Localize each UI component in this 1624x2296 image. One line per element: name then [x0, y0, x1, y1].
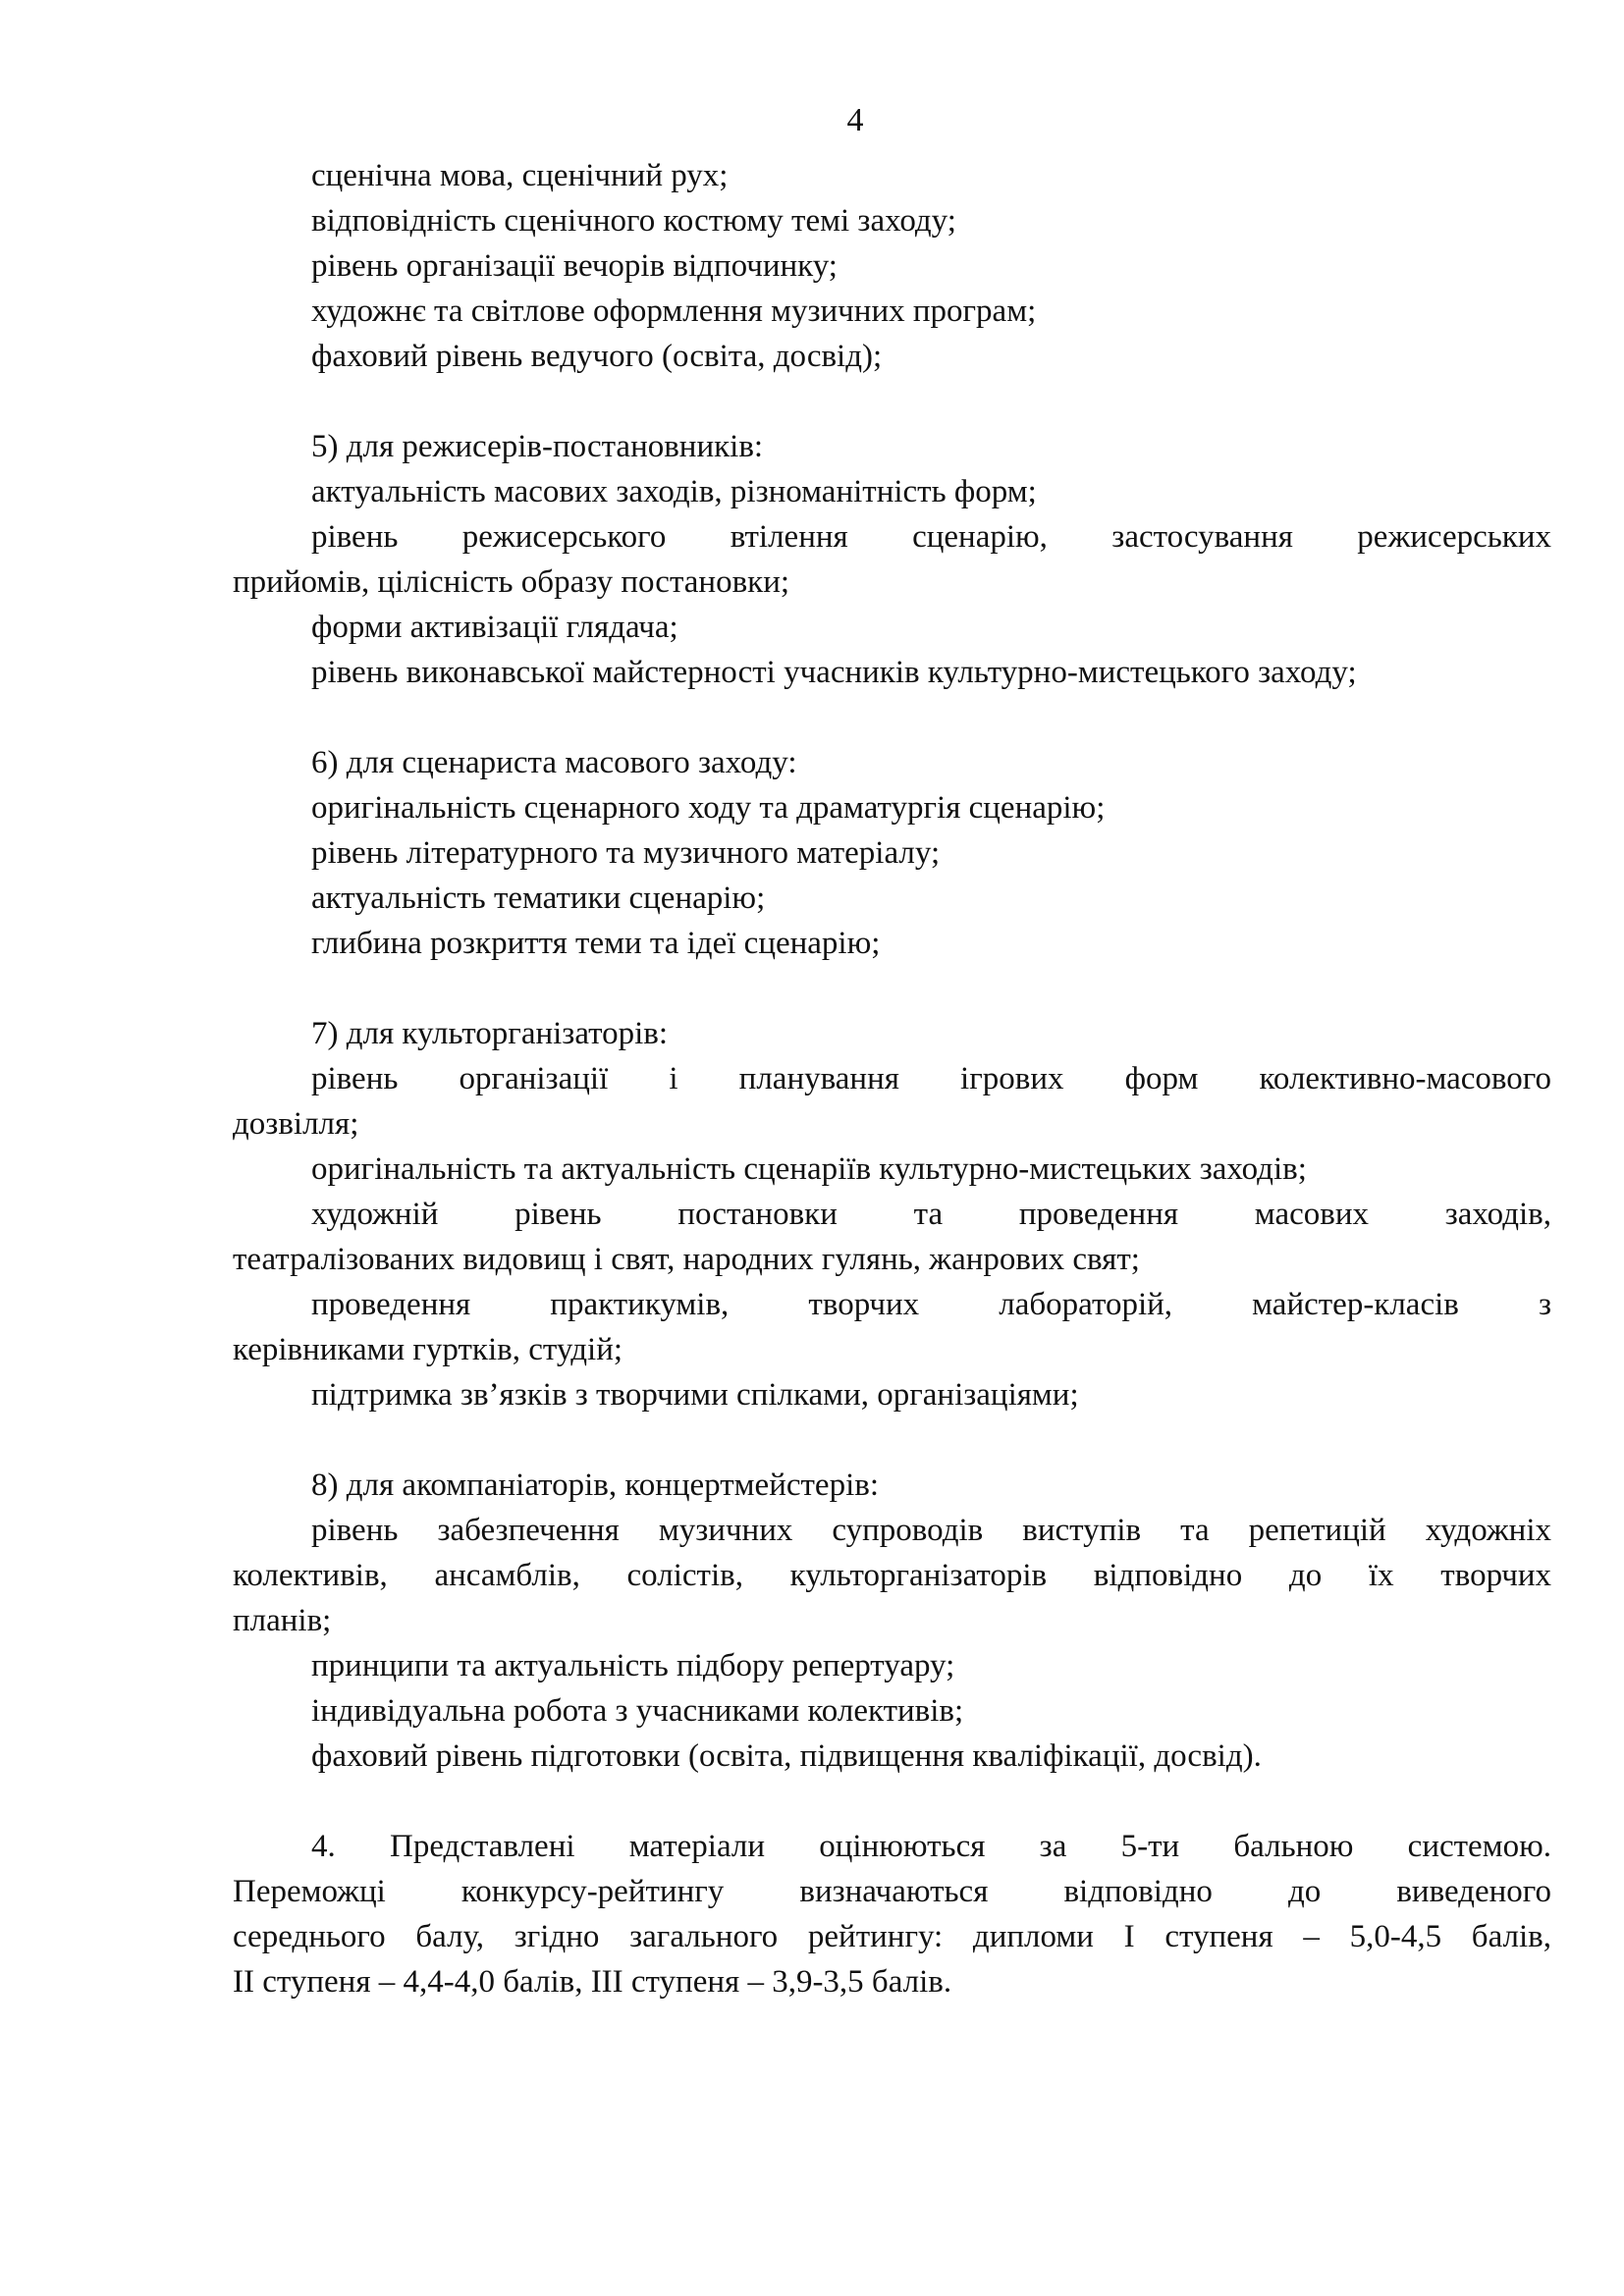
section-heading: 5) для режисерів-постановників:	[311, 429, 764, 464]
list-item: рівень виконавської майстерності учасників культурно-мистецького заходу;	[311, 655, 1357, 690]
list-item-continuation: театралізованих видовищ і свят, народних гулянь, жанрових свят;	[233, 1242, 1140, 1277]
list-item: художнє та світлове оформлення музичних програм;	[311, 294, 1037, 329]
section-heading: 8) для акомпаніаторів, концертмейстерів:	[311, 1468, 879, 1503]
list-item: оригінальність та актуальність сценаріїв культурно-мистецьких заходів;	[311, 1151, 1307, 1187]
list-item: актуальність тематики сценарію;	[311, 881, 766, 916]
section-heading: 7) для культорганізаторів:	[311, 1016, 669, 1051]
list-item: форми активізації глядача;	[311, 610, 678, 645]
list-item: відповідність сценічного костюму темі заходу;	[311, 203, 956, 239]
list-item: проведення практикумів, творчих лабораторій, майстер-класів з	[311, 1287, 1551, 1322]
paragraph-line: 4. Представлені матеріали оцінюються за 5-ти бальною системою.	[311, 1829, 1551, 1864]
list-item: художній рівень постановки та проведення масових заходів,	[311, 1197, 1551, 1232]
list-item: рівень організації і планування ігрових форм колективно-масового	[311, 1061, 1551, 1096]
page-number: 4	[846, 102, 864, 138]
list-item: фаховий рівень підготовки (освіта, підвищення кваліфікації, досвід).	[311, 1738, 1262, 1774]
paragraph-line: середнього балу, згідно загального рейтингу: дипломи І ступеня – 5,0-4,5 балів,	[233, 1919, 1551, 1954]
list-item: актуальність масових заходів, різноманітність форм;	[311, 474, 1037, 509]
list-item-continuation: планів;	[233, 1603, 332, 1638]
list-item: рівень літературного та музичного матеріалу;	[311, 835, 941, 871]
list-item: принципи та актуальність підбору репертуару;	[311, 1648, 955, 1683]
list-item: глибина розкриття теми та ідеї сценарію;	[311, 926, 881, 961]
list-item: підтримка зв’язків з творчими спілками, організаціями;	[311, 1377, 1079, 1413]
list-item: оригінальність сценарного ходу та драматургія сценарію;	[311, 790, 1106, 826]
list-item: фаховий рівень ведучого (освіта, досвід);	[311, 339, 883, 374]
list-item: рівень організації вечорів відпочинку;	[311, 248, 838, 284]
list-item: рівень режисерського втілення сценарію, застосування режисерських	[311, 519, 1551, 555]
paragraph-line: Переможці конкурсу-рейтингу визначаються відповідно до виведеного	[233, 1874, 1551, 1909]
list-item: індивідуальна робота з учасниками колективів;	[311, 1693, 964, 1729]
list-item-continuation: колективів, ансамблів, солістів, культорганізаторів відповідно до їх творчих	[233, 1558, 1551, 1593]
list-item-continuation: керівниками гуртків, студій;	[233, 1332, 623, 1367]
document-body	[233, 153, 1551, 2004]
list-item: сценічна мова, сценічний рух;	[311, 158, 729, 193]
section-heading: 6) для сценариста масового заходу:	[311, 745, 797, 780]
paragraph-line: ІІ ступеня – 4,4-4,0 балів, ІІІ ступеня – 3,9-3,5 балів.	[233, 1964, 952, 2000]
list-item: рівень забезпечення музичних супроводів виступів та репетицій художніх	[311, 1513, 1551, 1548]
list-item-continuation: дозвілля;	[233, 1106, 359, 1142]
list-item-continuation: прийомів, цілісність образу постановки;	[233, 564, 790, 600]
